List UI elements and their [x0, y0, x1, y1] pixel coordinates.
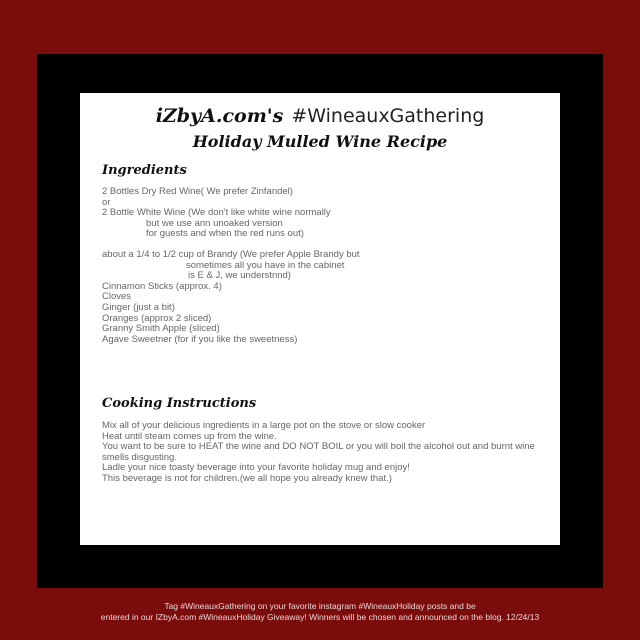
footer-line: Tag #WineauxGathering on your favorite instagram #WineauxHoliday posts and be [164, 601, 476, 611]
instruction-line: Mix all of your delicious ingredients in a large pot on the stove or slow cooker [102, 420, 426, 431]
ingredient-line: Cinnamon Sticks (approx. 4) [102, 280, 222, 292]
site-name: iZbyA.com's [155, 105, 284, 127]
ingredient-line: or [102, 196, 111, 208]
ingredient-line: Ginger (just a bit) [102, 301, 175, 313]
footer-line: entered in our IZbyA.com #WineauxHoliday Giveaway! Winners will be chosen and announced on the blog. 12/24/13 [100, 612, 540, 622]
ingredients-list [102, 187, 360, 345]
recipe-title: Holiday Mulled Wine Recipe [192, 132, 448, 151]
recipe-title-line [80, 105, 560, 127]
giveaway-footer [0, 601, 640, 623]
ingredient-line: Granny Smith Apple (sliced) [102, 323, 220, 335]
ingredients-heading: Ingredients [102, 163, 187, 178]
ingredient-line: about a 1/4 to 1/2 cup of Brandy (We prefer Apple Brandy but [102, 248, 360, 260]
ingredient-line: sometimes all you have in the cabinet [186, 259, 345, 271]
instruction-line: smells disgusting. [102, 451, 177, 463]
ingredient-line: Agave Sweetner (for if you like the sweetness) [102, 333, 298, 345]
instruction-line: Ladle your nice toasty beverage into your favorite holiday mug and enjoy! [102, 462, 410, 474]
ingredient-line: Cloves [102, 291, 132, 303]
ingredient-line: Oranges (approx 2 sliced) [102, 312, 212, 324]
instruction-line: You want to be sure to HEAT the wine and DO NOT BOIL or you will boil the alcohol out and burnt wine [102, 441, 535, 453]
recipe-card [80, 93, 560, 545]
ingredient-line: is E & J, we understnnd) [188, 270, 291, 282]
title-hashtag: #WineauxGathering [291, 105, 485, 127]
ingredient-line: but we use ann unoaked version [146, 217, 283, 229]
instruction-line: Heat until steam comes up from the wine. [102, 430, 277, 442]
ingredient-line: for guests and when the red runs out) [146, 228, 304, 240]
ingredient-line: 2 Bottles Dry Red Wine( We prefer Zinfandel) [102, 186, 293, 197]
cooking-steps [102, 421, 535, 485]
instruction-line: This beverage is not for children.(we all hope you already knew that.) [102, 472, 392, 484]
cooking-heading: Cooking Instructions [102, 396, 257, 411]
ingredient-line: 2 Bottle White Wine (We don't like white wine normally [102, 207, 331, 219]
